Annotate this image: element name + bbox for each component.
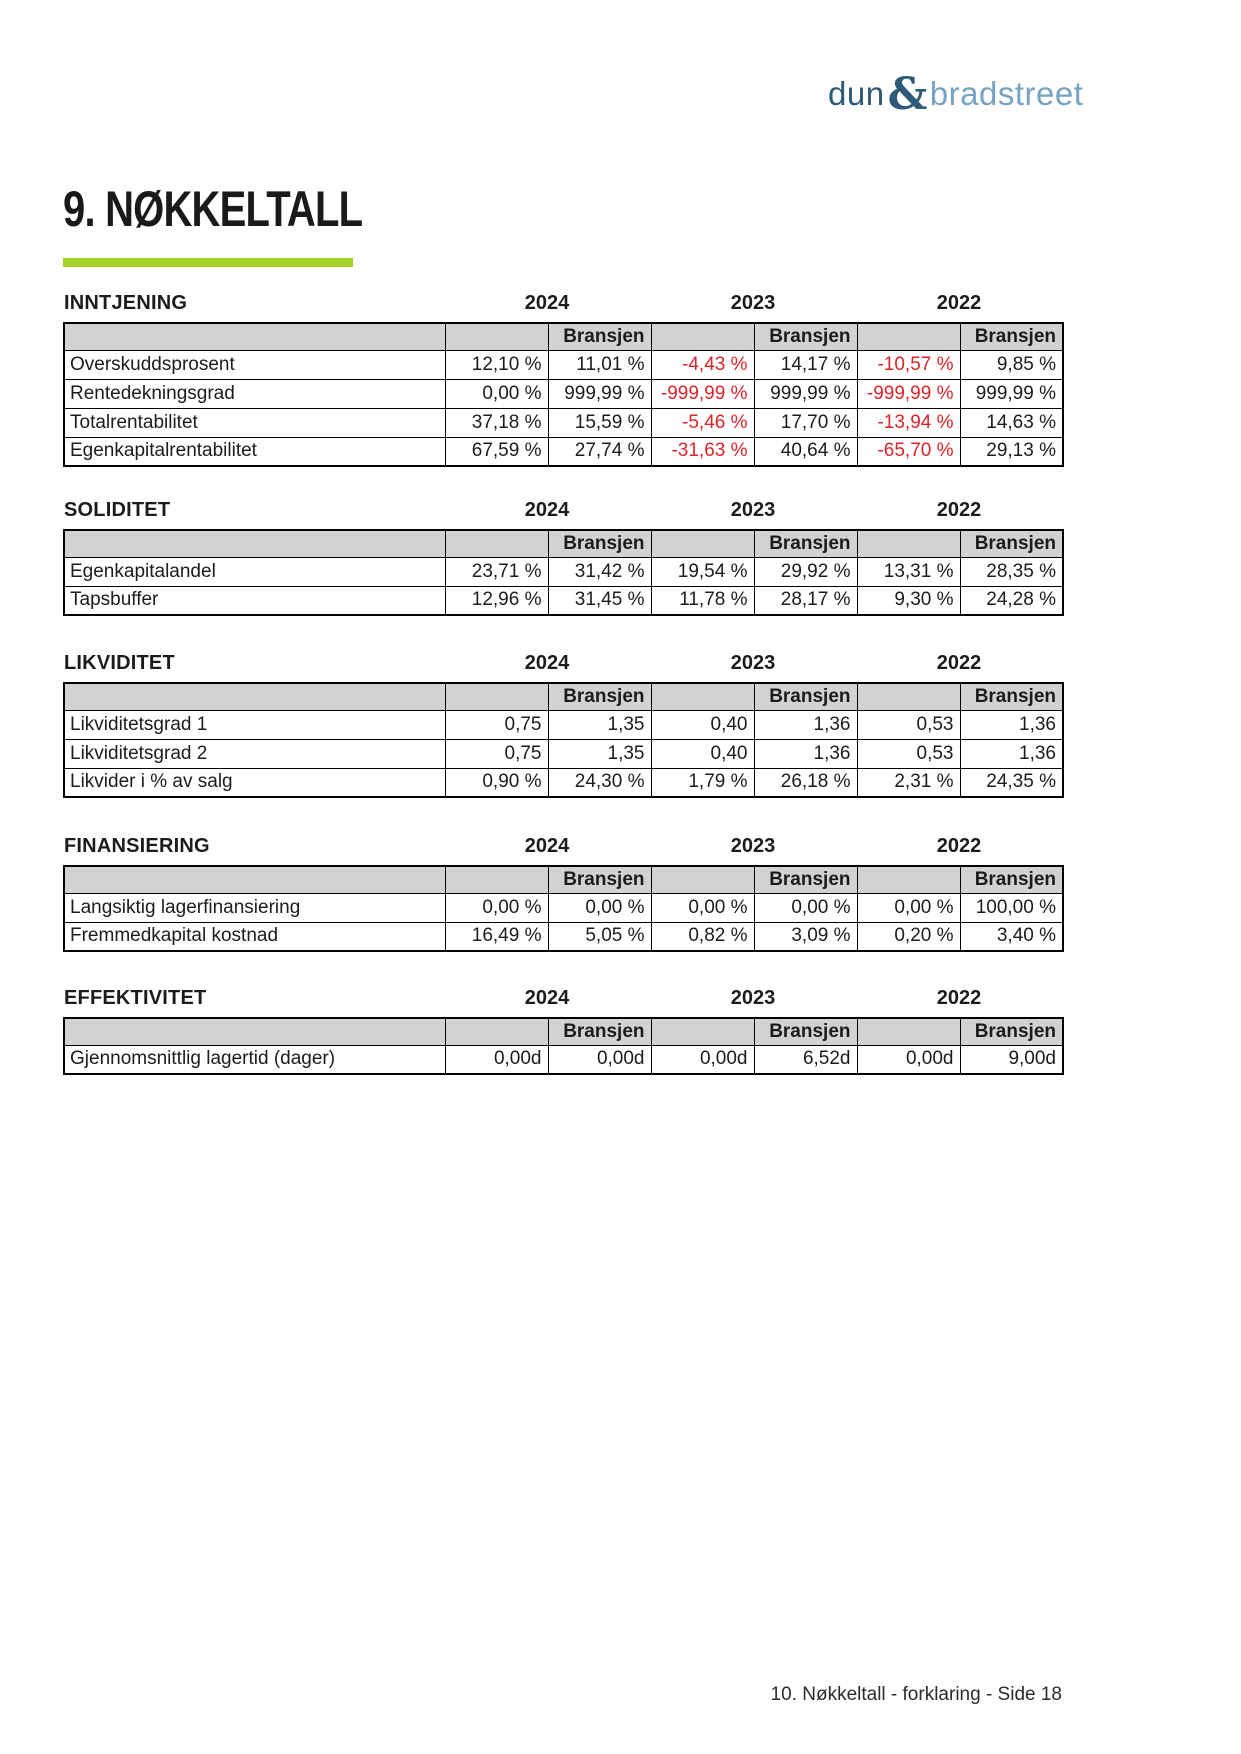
value-cell: 14,63 % [960,408,1063,437]
subheader-empty-cell [64,683,445,710]
table-subheader-row [64,530,1063,557]
value-cell: 14,17 % [754,350,857,379]
subheader-empty-cell [857,530,960,557]
metrics-table [63,865,1064,952]
value-cell: 67,59 % [445,437,548,466]
value-cell: 0,00d [548,1045,651,1074]
section-title: LIKVIDITET [64,652,175,674]
value-cell: 0,75 [445,739,548,768]
value-cell: -10,57 % [857,350,960,379]
year-label-2023: 2023 [730,835,776,857]
value-cell: 1,35 [548,710,651,739]
value-cell: 2,31 % [857,768,960,797]
metrics-table [63,322,1064,467]
value-cell: 6,52d [754,1045,857,1074]
row-label: Likvider i % av salg [64,768,445,797]
subheader-empty-cell [64,1018,445,1045]
year-label-2022: 2022 [936,835,982,857]
logo-dun-text: dun [828,75,885,112]
section-title: EFFEKTIVITET [64,987,207,1009]
value-cell: 100,00 % [960,893,1063,922]
subheader-empty-cell [651,683,754,710]
table-row [64,893,1063,922]
value-cell: 0,00 % [548,893,651,922]
subheader-empty-cell [64,323,445,350]
table-row [64,437,1063,466]
year-label-2024: 2024 [524,292,570,314]
bransjen-header-cell: Bransjen [960,530,1063,557]
subheader-empty-cell [651,866,754,893]
row-label: Egenkapitalrentabilitet [64,437,445,466]
bransjen-header-cell: Bransjen [548,866,651,893]
value-cell: 17,70 % [754,408,857,437]
bransjen-header-cell: Bransjen [754,866,857,893]
subheader-empty-cell [445,1018,548,1045]
row-label: Totalrentabilitet [64,408,445,437]
bransjen-header-cell: Bransjen [960,323,1063,350]
subheader-empty-cell [64,866,445,893]
value-cell: 40,64 % [754,437,857,466]
bransjen-header-cell: Bransjen [548,530,651,557]
logo-ampersand-icon: & [887,69,928,120]
value-cell: 24,35 % [960,768,1063,797]
table-row [64,379,1063,408]
table-subheader-row [64,683,1063,710]
value-cell: 999,99 % [960,379,1063,408]
value-cell: 999,99 % [754,379,857,408]
bransjen-header-cell: Bransjen [754,1018,857,1045]
value-cell: 5,05 % [548,922,651,951]
subheader-empty-cell [64,530,445,557]
table-row [64,408,1063,437]
year-label-2022: 2022 [936,292,982,314]
subheader-empty-cell [651,1018,754,1045]
table-row [64,350,1063,379]
value-cell: 9,85 % [960,350,1063,379]
page-title: 9. NØKKELTALL [63,181,363,237]
value-cell: -31,63 % [651,437,754,466]
value-cell: 28,35 % [960,557,1063,586]
section-soliditet [63,497,1062,616]
subheader-empty-cell [857,683,960,710]
value-cell: 0,00 % [651,893,754,922]
section-header-row [63,650,1062,676]
value-cell: 1,35 [548,739,651,768]
year-label-2022: 2022 [936,499,982,521]
row-label: Overskuddsprosent [64,350,445,379]
page-footer: 10. Nøkkeltall - forklaring - Side 18 [770,1684,1062,1705]
value-cell: 0,40 [651,710,754,739]
year-label-2024: 2024 [524,987,570,1009]
value-cell: 1,36 [754,710,857,739]
table-row [64,1045,1063,1074]
dnb-logo [828,69,1084,120]
row-label: Likviditetsgrad 2 [64,739,445,768]
row-label: Egenkapitalandel [64,557,445,586]
value-cell: 31,42 % [548,557,651,586]
value-cell: 999,99 % [548,379,651,408]
bransjen-header-cell: Bransjen [960,866,1063,893]
row-label: Likviditetsgrad 1 [64,710,445,739]
section-header-row [63,497,1062,523]
value-cell: -5,46 % [651,408,754,437]
value-cell: 0,75 [445,710,548,739]
table-subheader-row [64,1018,1063,1045]
value-cell: 3,40 % [960,922,1063,951]
bransjen-header-cell: Bransjen [754,683,857,710]
subheader-empty-cell [857,1018,960,1045]
row-label: Fremmedkapital kostnad [64,922,445,951]
value-cell: 29,92 % [754,557,857,586]
bransjen-header-cell: Bransjen [960,1018,1063,1045]
bransjen-header-cell: Bransjen [754,530,857,557]
value-cell: 37,18 % [445,408,548,437]
row-label: Rentedekningsgrad [64,379,445,408]
value-cell: -999,99 % [651,379,754,408]
subheader-empty-cell [445,323,548,350]
table-subheader-row [64,866,1063,893]
value-cell: 0,20 % [857,922,960,951]
section-header-row [63,833,1062,859]
title-accent-bar [63,258,353,267]
value-cell: 19,54 % [651,557,754,586]
year-label-2022: 2022 [936,987,982,1009]
bransjen-header-cell: Bransjen [548,323,651,350]
subheader-empty-cell [651,323,754,350]
value-cell: 1,36 [960,710,1063,739]
value-cell: 0,00 % [754,893,857,922]
subheader-empty-cell [857,866,960,893]
table-subheader-row [64,323,1063,350]
metrics-table [63,682,1064,798]
year-label-2024: 2024 [524,835,570,857]
value-cell: 0,00 % [445,379,548,408]
value-cell: 1,79 % [651,768,754,797]
bransjen-header-cell: Bransjen [960,683,1063,710]
row-label: Gjennomsnittlig lagertid (dager) [64,1045,445,1074]
section-likviditet [63,650,1062,798]
table-row [64,586,1063,615]
value-cell: -999,99 % [857,379,960,408]
year-label-2023: 2023 [730,652,776,674]
value-cell: 12,10 % [445,350,548,379]
value-cell: 0,00 % [445,893,548,922]
table-row [64,710,1063,739]
value-cell: 31,45 % [548,586,651,615]
value-cell: 9,30 % [857,586,960,615]
value-cell: -4,43 % [651,350,754,379]
subheader-empty-cell [445,683,548,710]
section-finansiering [63,833,1062,952]
year-label-2023: 2023 [730,292,776,314]
value-cell: 15,59 % [548,408,651,437]
value-cell: 29,13 % [960,437,1063,466]
value-cell: 0,53 [857,710,960,739]
value-cell: 0,82 % [651,922,754,951]
year-label-2022: 2022 [936,652,982,674]
value-cell: 0,00d [857,1045,960,1074]
value-cell: 11,78 % [651,586,754,615]
table-row [64,739,1063,768]
year-label-2023: 2023 [730,499,776,521]
value-cell: 16,49 % [445,922,548,951]
value-cell: -13,94 % [857,408,960,437]
value-cell: 1,36 [754,739,857,768]
value-cell: 0,00d [651,1045,754,1074]
section-header-row [63,985,1062,1011]
value-cell: 24,30 % [548,768,651,797]
value-cell: 1,36 [960,739,1063,768]
value-cell: 0,90 % [445,768,548,797]
section-title: INNTJENING [64,292,188,314]
subheader-empty-cell [651,530,754,557]
row-label: Tapsbuffer [64,586,445,615]
value-cell: 11,01 % [548,350,651,379]
year-label-2024: 2024 [524,652,570,674]
section-inntjening [63,290,1062,467]
value-cell: 0,00d [445,1045,548,1074]
value-cell: 27,74 % [548,437,651,466]
value-cell: 0,53 [857,739,960,768]
subheader-empty-cell [445,866,548,893]
year-label-2023: 2023 [730,987,776,1009]
bransjen-header-cell: Bransjen [548,683,651,710]
bransjen-header-cell: Bransjen [548,1018,651,1045]
value-cell: 13,31 % [857,557,960,586]
year-label-2024: 2024 [524,499,570,521]
section-effektivitet [63,985,1062,1075]
subheader-empty-cell [445,530,548,557]
metrics-table [63,1017,1064,1075]
section-header-row [63,290,1062,316]
value-cell: 3,09 % [754,922,857,951]
table-row [64,922,1063,951]
value-cell: 24,28 % [960,586,1063,615]
value-cell: 12,96 % [445,586,548,615]
row-label: Langsiktig lagerfinansiering [64,893,445,922]
value-cell: 26,18 % [754,768,857,797]
section-title: SOLIDITET [64,499,171,521]
value-cell: 9,00d [960,1045,1063,1074]
value-cell: -65,70 % [857,437,960,466]
logo-bradstreet-text: bradstreet [929,75,1084,112]
value-cell: 28,17 % [754,586,857,615]
bransjen-header-cell: Bransjen [754,323,857,350]
table-row [64,557,1063,586]
value-cell: 0,40 [651,739,754,768]
table-row [64,768,1063,797]
section-title: FINANSIERING [64,835,210,857]
subheader-empty-cell [857,323,960,350]
value-cell: 0,00 % [857,893,960,922]
metrics-table [63,529,1064,616]
value-cell: 23,71 % [445,557,548,586]
